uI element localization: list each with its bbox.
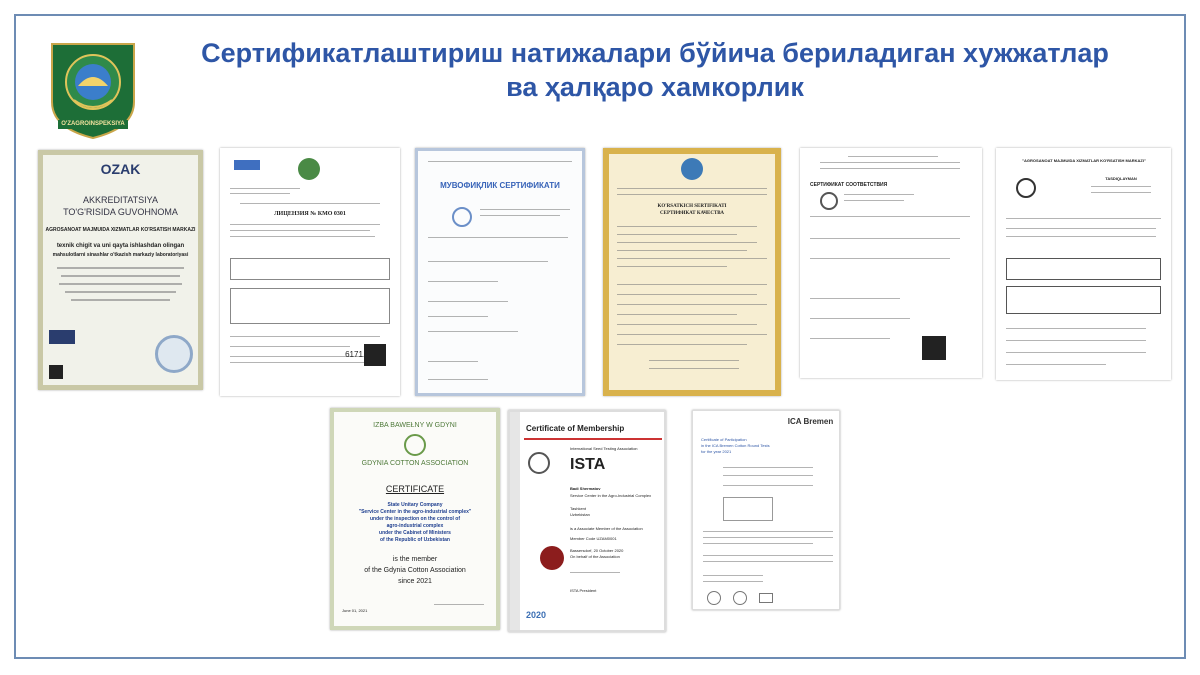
- title-line-2: ва ҳалқаро хамкорлик: [506, 72, 804, 102]
- ica-logo: ICA Bremen: [787, 417, 834, 426]
- gdynia-body-6: of the Republic of Uzbekistan: [379, 537, 450, 543]
- ozak-heading-2: TO'G'RISIDA GUVOHNOMA: [63, 207, 178, 217]
- ica-heading-2: in the ICA Bremen Cotton Round Tests: [701, 443, 770, 448]
- ica-badge-1: [707, 591, 721, 605]
- gdynia-member-3: since 2021: [398, 578, 432, 585]
- ozak-logo: OZAK: [100, 161, 141, 177]
- emblem-caption: O'ZAGROINSPEKSIYA: [61, 121, 125, 127]
- doc-quality-certificate: [603, 148, 781, 396]
- doc-accreditation-certificate: [38, 150, 203, 390]
- gdynia-date: June 01, 2021: [342, 608, 368, 613]
- quality-subheading: KO'RSATKICH SERTIFIKATI: [657, 204, 727, 209]
- ica-heading-1: Certificate of Participation: [701, 437, 747, 442]
- ozak-seal: [155, 335, 193, 373]
- ista-wax-seal: [540, 546, 564, 570]
- ista-logo: ISTA: [570, 456, 606, 473]
- quality-heading: СЕРТИФИКАТ КАЧЕСТВА: [660, 211, 724, 216]
- ista-since: Bassersdorf, 20 October 2020: [570, 548, 624, 553]
- doc-ista-membership: [508, 410, 666, 632]
- license-logo: [234, 160, 260, 170]
- doc-conformity-certificate: [415, 148, 585, 396]
- ozak-heading-1: AKKREDITATSIYA: [82, 195, 158, 205]
- cert-ru-header: "AGROSANOAT MAJMUIDA XIZMATLAR KO'RSATISH MARKAZI": [1022, 158, 1146, 163]
- ista-behalf: On behalf of the Association: [570, 554, 620, 559]
- doc-gdynia-certificate: [330, 408, 500, 630]
- license-table-1: [230, 258, 390, 280]
- ozak-org-1: AGROSANOAT MAJMUIDA XIZMATLAR KO'RSATISH MARKAZI: [45, 227, 196, 233]
- conformity-ru-st-logo: [820, 192, 838, 210]
- doc-test-certificate: [996, 148, 1171, 380]
- ica-heading-3: for the year 2021: [701, 449, 732, 454]
- gdynia-body-4: agro-industrial complex: [386, 523, 444, 529]
- conformity-ru-heading: СЕРТИФИКАТ СООТВЕТСТВИЯ: [810, 182, 888, 188]
- cert-ru-table-2: [1006, 286, 1161, 314]
- ista-president: ISTA President: [570, 588, 597, 593]
- title-line-1: Сертификатлаштириш натижалари бўйича бериладиган хужжатлар: [201, 38, 1109, 68]
- ista-year: 2020: [526, 610, 547, 620]
- ozak-org-2: texnik chigit va uni qayta ishlashdan olingan: [56, 243, 185, 249]
- ozak-qr: [49, 365, 63, 379]
- license-heading: ЛИЦЕНЗИЯ № КМО 0301: [274, 211, 346, 217]
- conformity-ru-qr: [922, 336, 946, 360]
- doc-license: [220, 148, 400, 396]
- ista-association: International Seed Testing Association: [570, 446, 638, 451]
- ista-member: is a Associate Member of the Association: [570, 526, 643, 531]
- gdynia-logo: [404, 434, 426, 456]
- conformity-heading: МУВОФИҚЛИК СЕРТИФИКАТИ: [440, 181, 560, 190]
- license-emblem: [298, 158, 320, 180]
- gdynia-member-2: of the Gdynia Cotton Association: [364, 567, 466, 574]
- gdynia-org-2: GDYNIA COTTON ASSOCIATION: [361, 460, 469, 467]
- gdynia-member-1: is the member: [392, 556, 438, 563]
- ica-table: [723, 497, 773, 521]
- ista-heading: Certificate of Membership: [526, 424, 625, 433]
- ica-badge-3: [759, 593, 773, 603]
- ista-seal-icon: [528, 452, 550, 474]
- ozak-small-logo: [49, 330, 75, 344]
- page-title: [150, 36, 1160, 104]
- doc-ica-bremen-certificate: [692, 410, 840, 610]
- cert-ru-st-logo: [1016, 178, 1036, 198]
- gdynia-org-1: IZBA BAWEŁNY W GDYNI: [373, 422, 457, 429]
- ica-badge-2: [733, 591, 747, 605]
- ista-org: Service Center in the Agro-Industrial Complex: [570, 493, 652, 498]
- cert-ru-table-1: [1006, 258, 1161, 280]
- gdynia-heading: CERTIFICATE: [385, 484, 445, 494]
- license-table-2: [230, 288, 390, 324]
- ista-country: Uzbekistan: [570, 512, 590, 517]
- license-qr: [364, 344, 386, 366]
- conformity-st-logo: [452, 207, 472, 227]
- doc-conformity-certificate-ru: [800, 148, 982, 378]
- ista-code: Member Code UZAM0001: [570, 536, 617, 541]
- gdynia-body-3: under the inspection on the control of: [370, 516, 460, 522]
- gdynia-body-5: under the Cabinet of Ministers: [379, 530, 451, 536]
- quality-emblem: [681, 158, 703, 180]
- gdynia-body-1: State Unitary Company: [387, 502, 443, 508]
- ista-name: Badi Shermatov: [570, 486, 601, 491]
- ista-city: Tashkent: [570, 506, 587, 511]
- ozak-org-3: mahsulotlarni sinashlar o'tkazish markaziy laboratoriyasi: [52, 252, 189, 258]
- gdynia-body-2: "Service Center in the agro-industrial complex": [358, 509, 472, 515]
- license-number: 6171: [345, 350, 363, 359]
- cert-ru-heading: TASDIQLAYMAN: [1105, 176, 1137, 181]
